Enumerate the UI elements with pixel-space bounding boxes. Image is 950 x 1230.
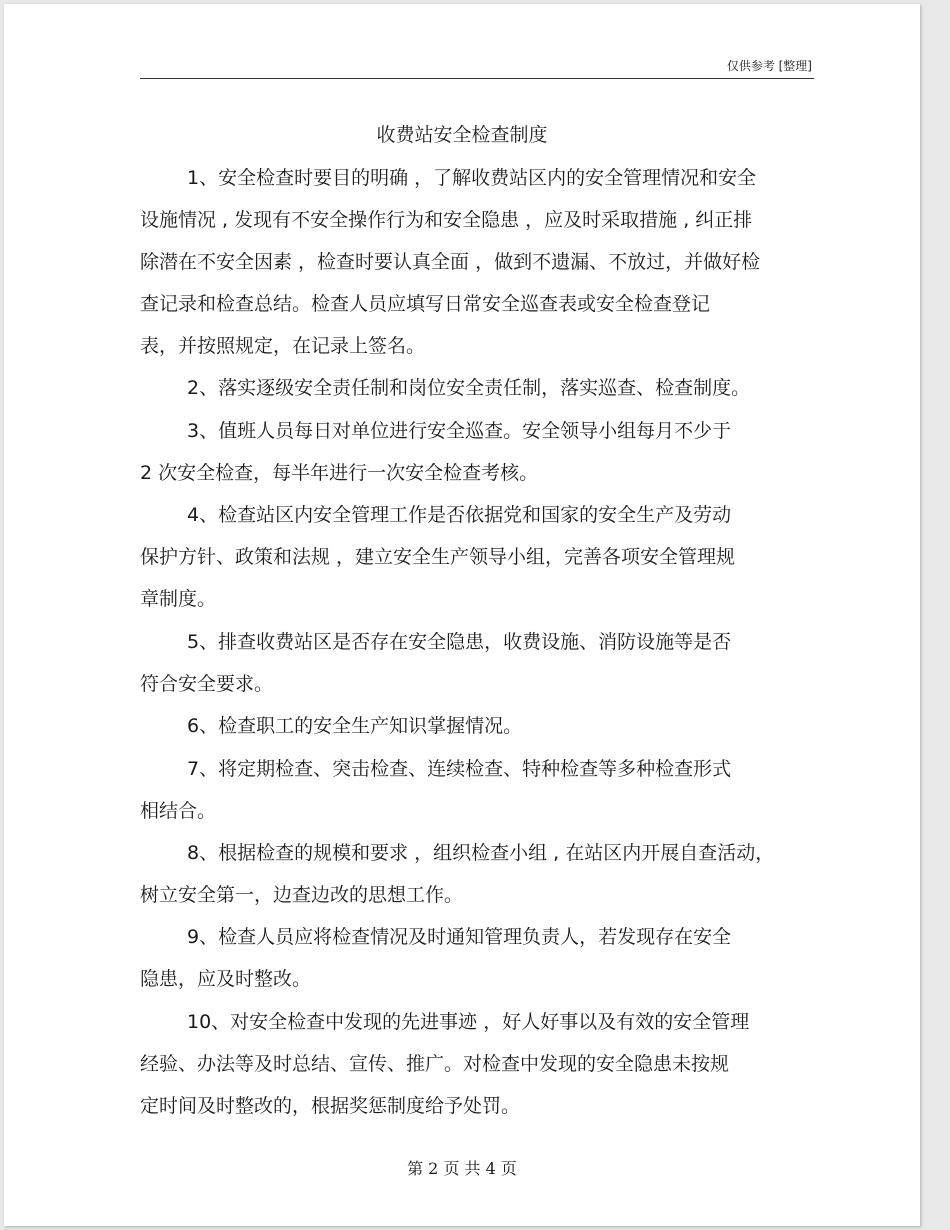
paragraph-line: 除潜在不安全因素 ，检查时要认真全面 ，做到不遗漏、不放过，并做好检 (140, 251, 761, 273)
paragraph-line: 10、对安全检查中发现的先进事迹 ，好人好事以及有效的安全管理 (187, 1011, 750, 1033)
paragraph-line: 隐患，应及时整改。 (140, 968, 312, 990)
paragraph-line: 1、安全检查时要目的明确 ，了解收费站区内的安全管理情况和安全 (187, 167, 757, 189)
paragraph-line: 经验、办法等及时总结、宣传、推广。对检查中发现的安全隐患未按规 (140, 1053, 730, 1075)
paragraph-line: 设施情况 , 发现有不安全操作行为和安全隐患 ，应及时采取措施 , 纠正排 (140, 209, 753, 231)
paragraph-line: 定时间及时整改的，根据奖惩制度给予处罚。 (140, 1095, 521, 1117)
paragraph-line: 3、值班人员每日对单位进行安全巡查。安全领导小组每月不少于 (187, 420, 732, 442)
paragraph-line: 7、将定期检查、突击检查、连续检查、特种检查等多种检查形式 (187, 758, 732, 780)
page-title: 收费站安全检查制度 (376, 124, 548, 146)
document-page (4, 4, 920, 1226)
header-note: 仅供参考 [整理] (726, 59, 812, 73)
paragraph-line: 9、检查人员应将检查情况及时通知管理负责人，若发现存在安全 (187, 926, 732, 948)
header-divider (140, 78, 814, 79)
paragraph-line: 8、根据检查的规模和要求 ，组织检查小组 , 在站区内开展自查活动， (187, 842, 775, 864)
page-number: 第 2 页 共 4 页 (407, 1159, 517, 1178)
paragraph-line: 章制度。 (140, 588, 217, 610)
paragraph-line: 4、检查站区内安全管理工作是否依据党和国家的安全生产及劳动 (187, 504, 732, 526)
paragraph-line: 符合安全要求。 (140, 673, 274, 695)
paragraph-line: 5、排查收费站区是否存在安全隐患，收费设施、消防设施等是否 (187, 631, 732, 653)
paragraph-line: 保护方针、政策和法规 ，建立安全生产领导小组，完善各项安全管理规 (140, 546, 736, 568)
paragraph-line: 2、落实逐级安全责任制和岗位安全责任制，落实巡查、检查制度。 (187, 377, 751, 399)
paragraph-line: 相结合。 (140, 800, 217, 822)
paragraph-line: 6、检查职工的安全生产知识掌握情况。 (187, 715, 523, 737)
paragraph-line: 2 次安全检查，每半年进行一次安全检查考核。 (140, 462, 539, 484)
paragraph-line: 树立安全第一，边查边改的思想工作。 (140, 884, 464, 906)
paragraph-line: 查记录和检查总结。检查人员应填写日常安全巡查表或安全检查登记 (140, 293, 711, 315)
paragraph-line: 表，并按照规定，在记录上签名。 (140, 335, 426, 357)
